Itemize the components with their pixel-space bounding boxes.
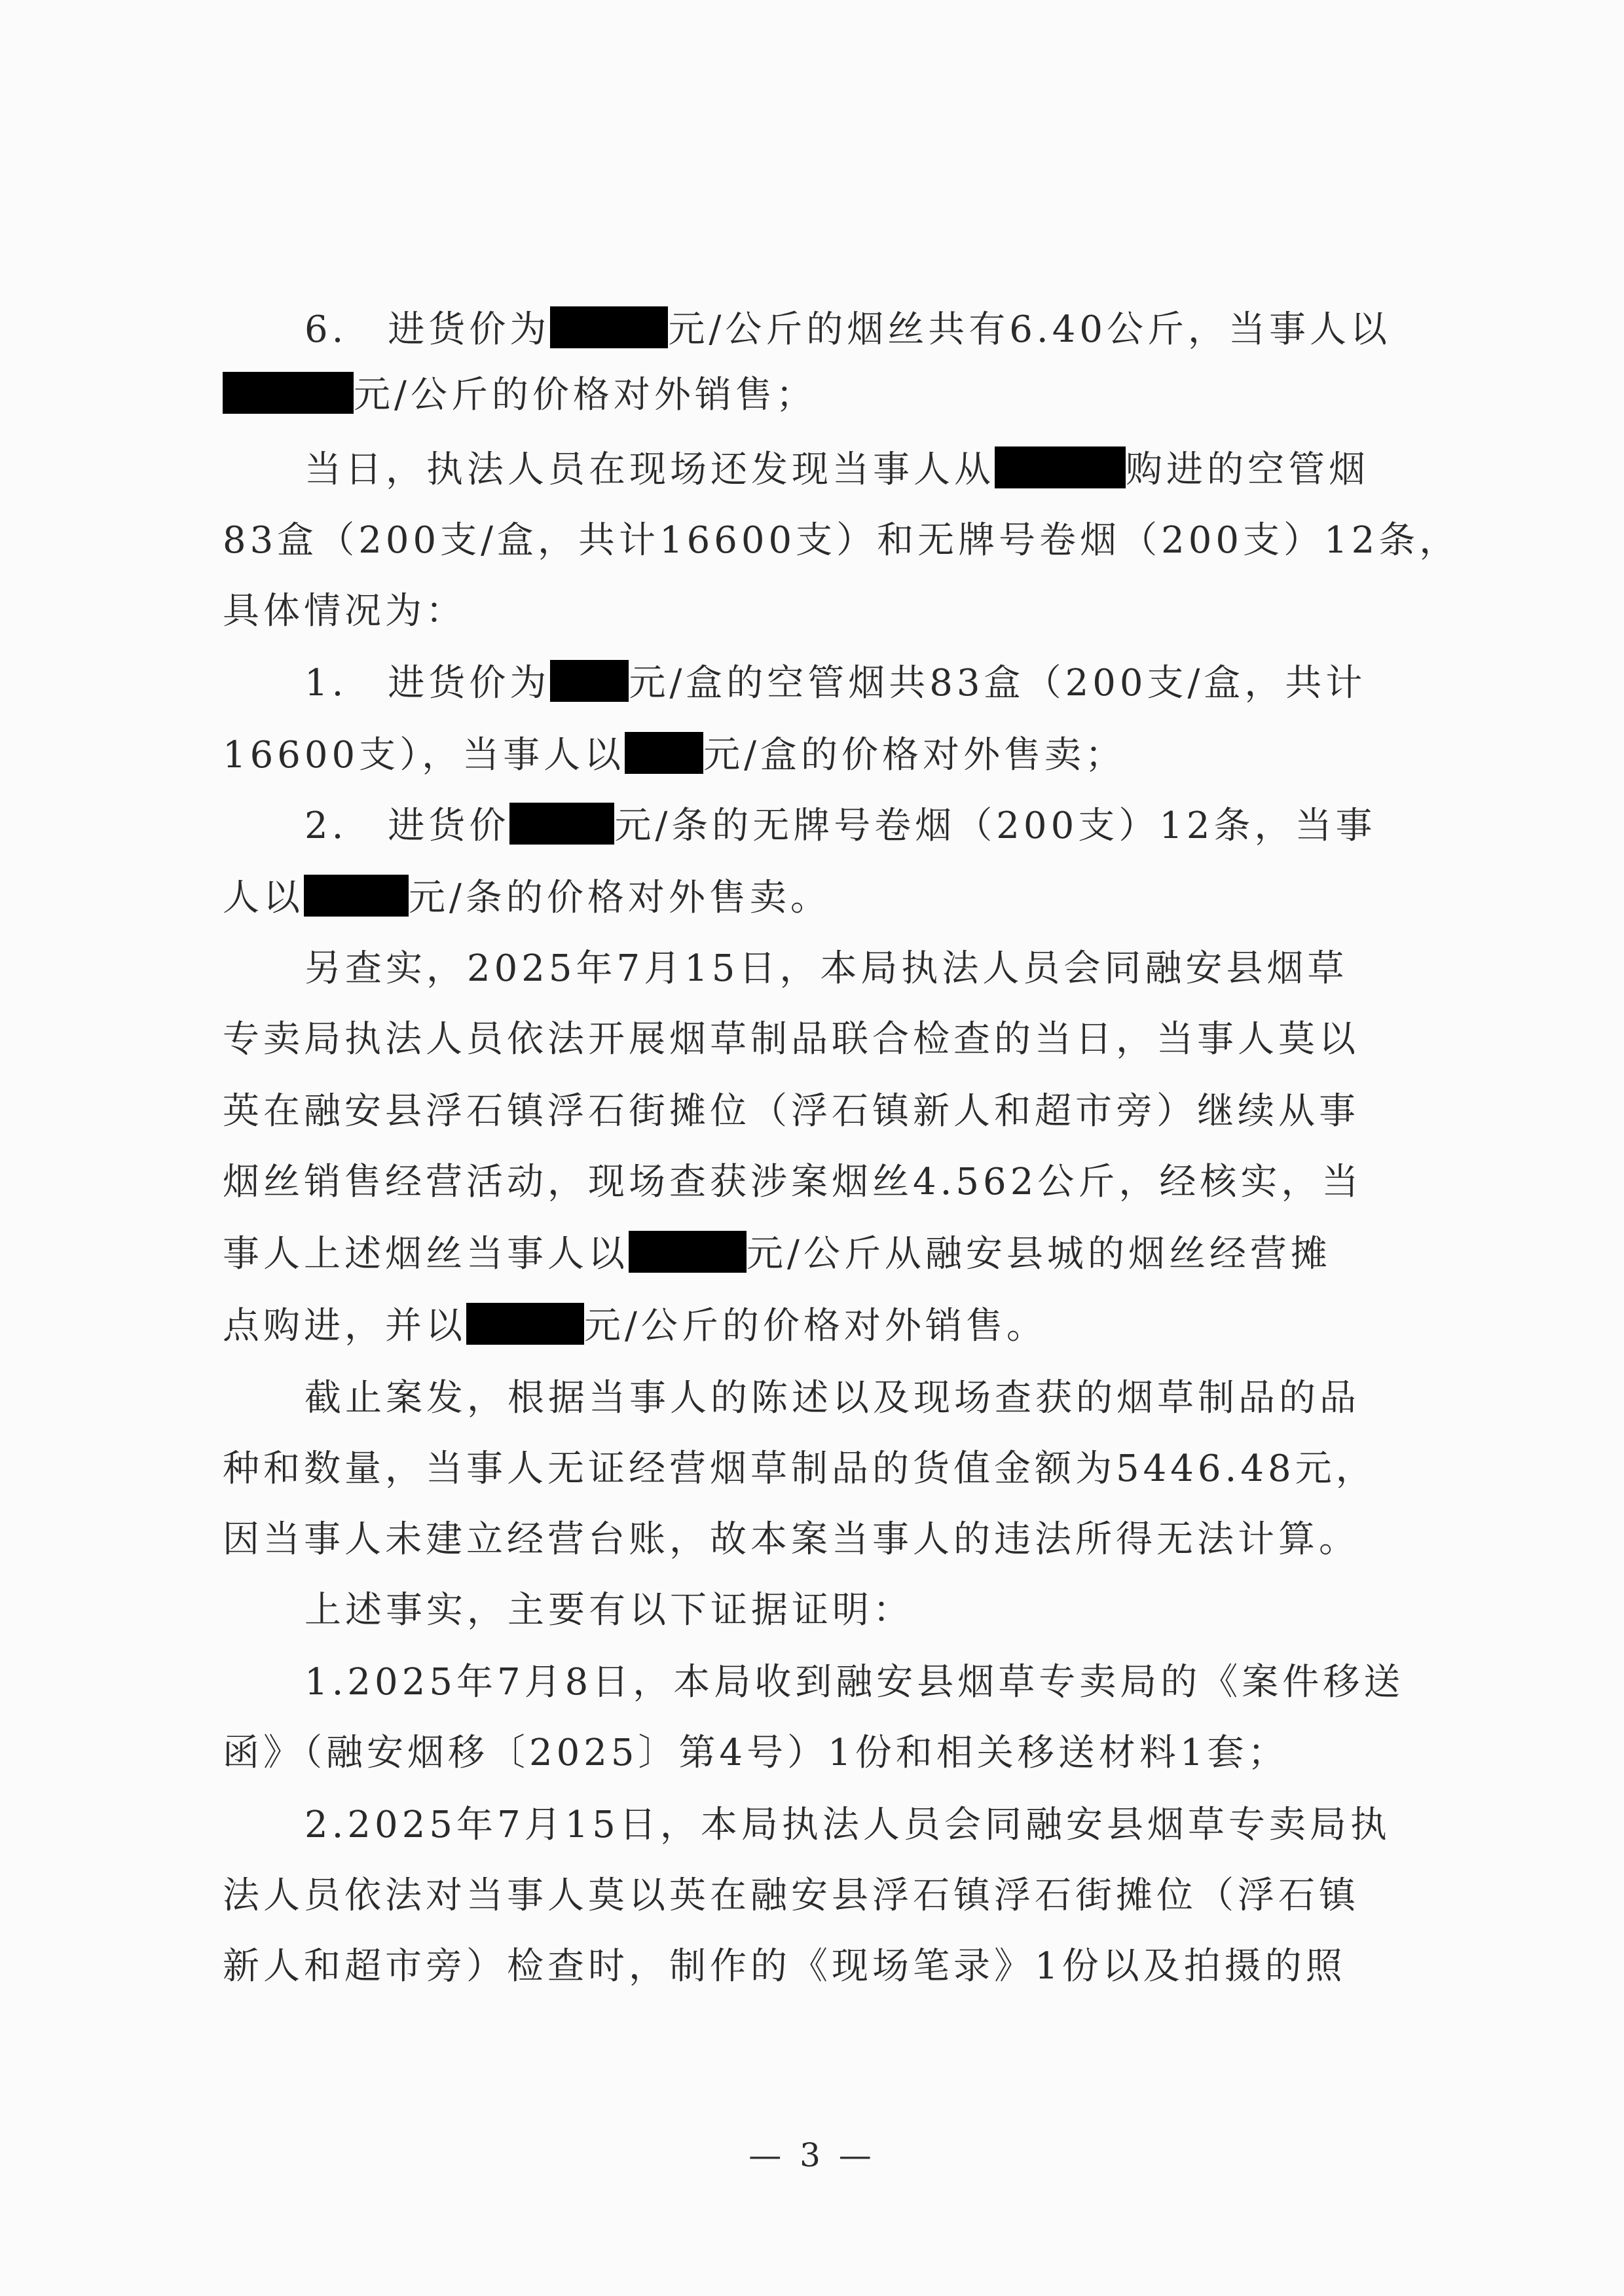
redaction-block (223, 372, 354, 414)
text-line: 当日，执法人员在现场还发现当事人从 购进的空管烟 (304, 446, 1369, 494)
page-number: — 3 — (748, 2136, 876, 2174)
text-line: 1.2025年7月8日，本局收到融安县烟草专卖局的《案件移送 (304, 1661, 1405, 1704)
redaction-block (625, 732, 703, 774)
text-line: 烟丝销售经营活动，现场查获涉案烟丝4.562公斤，经核实，当 (223, 1161, 1363, 1203)
text-line: 83盒（200支/盒，共计16600支）和无牌号卷烟（200支）12条， (223, 519, 1460, 562)
text-line: 事人上述烟丝当事人以 元/公斤从融安县城的烟丝经营摊 (223, 1231, 1331, 1278)
text-line: 人以 元/条的价格对外售卖。 (223, 875, 831, 922)
text-line: 2.2025年7月15日，本局执法人员会同融安县烟草专卖局执 (304, 1804, 1391, 1846)
text-line: 英在融安县浮石镇浮石街摊位（浮石镇新人和超市旁）继续从事 (223, 1090, 1359, 1133)
text-line: 函》（融安烟移〔2025〕第4号）1份和相关移送材料1套； (223, 1732, 1289, 1774)
text-line: 2. 进货价 元/条的无牌号卷烟（200支）12条，当事 (304, 803, 1376, 850)
text-line: 因当事人未建立经营台账，故本案当事人的违法所得无法计算。 (223, 1518, 1359, 1561)
text-line: 新人和超市旁）检查时，制作的《现场笔录》1份以及拍摄的照 (223, 1945, 1346, 1988)
text-line: 点购进，并以 元/公斤的价格对外销售。 (223, 1303, 1047, 1350)
redaction-block (550, 306, 668, 348)
text-line: 法人员依法对当事人莫以英在融安县浮石镇浮石街摊位（浮石镇 (223, 1874, 1359, 1917)
text-line: 上述事实，主要有以下证据证明： (304, 1589, 913, 1631)
text-line: 16600支），当事人以 元/盒的价格对外售卖； (223, 732, 1126, 779)
redaction-block (304, 875, 409, 917)
text-line: 专卖局执法人员依法开展烟草制品联合检查的当日，当事人莫以 (223, 1018, 1359, 1061)
redaction-block (466, 1303, 584, 1345)
text-line: 6. 进货价为 元/公斤的烟丝共有6.40公斤，当事人以 (304, 306, 1391, 354)
text-line: 元/公斤的价格对外销售； (223, 372, 817, 419)
text-line: 具体情况为： (223, 590, 466, 632)
redaction-block (629, 1231, 747, 1273)
redaction-block (509, 803, 614, 845)
text-line: 另查实，2025年7月15日，本局执法人员会同融安县烟草 (304, 947, 1348, 990)
text-line: 截止案发，根据当事人的陈述以及现场查获的烟草制品的品 (304, 1377, 1360, 1419)
text-line: 1. 进货价为 元/盒的空管烟共83盒（200支/盒，共计 (304, 660, 1366, 707)
redaction-block (550, 660, 629, 702)
redaction-block (995, 446, 1126, 488)
text-line: 种和数量，当事人无证经营烟草制品的货值金额为5446.48元， (223, 1448, 1376, 1490)
